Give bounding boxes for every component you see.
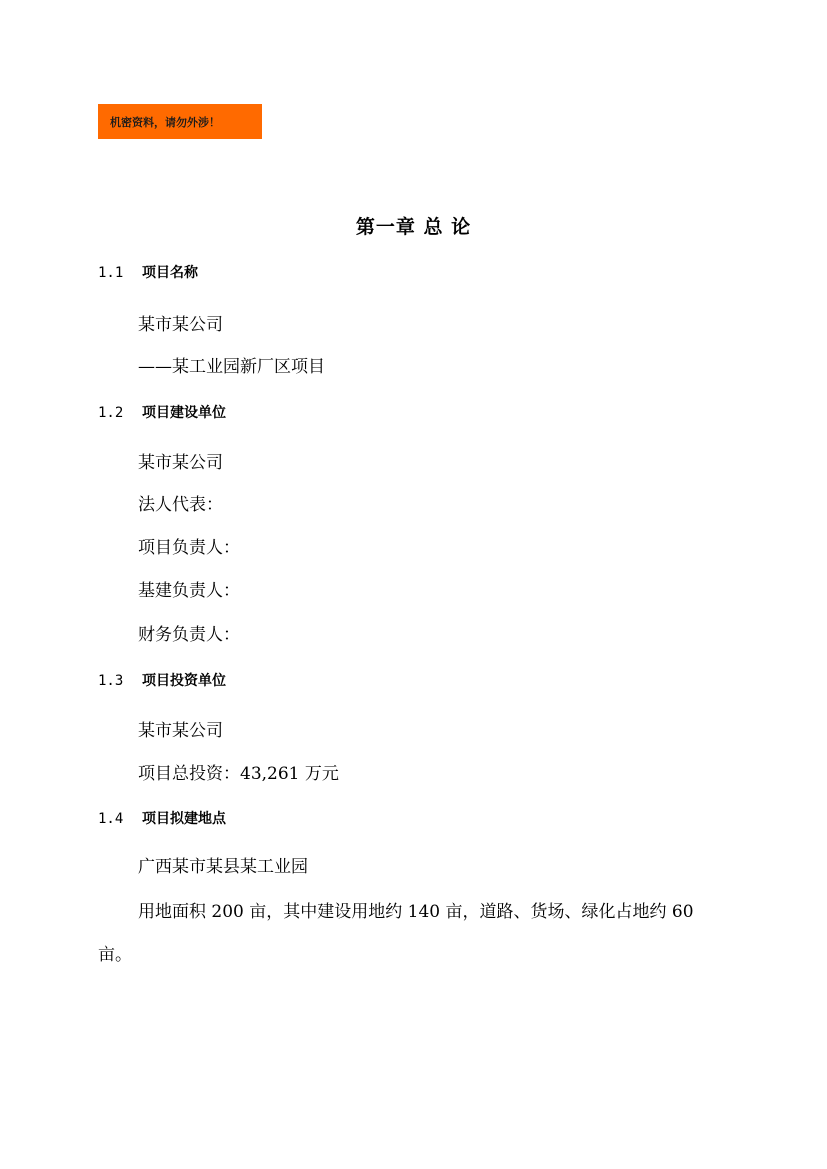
section-title: 项目建设单位 <box>142 405 226 421</box>
section-number: 1.1 <box>98 265 124 281</box>
section-title: 项目投资单位 <box>142 673 226 689</box>
body-line: 某市某公司 <box>138 721 223 741</box>
body-line: 财务负责人： <box>138 625 240 645</box>
chapter-title: 第一章 总 论 <box>355 216 472 238</box>
section-number: 1.3 <box>98 673 124 689</box>
body-line: 某市某公司 <box>138 315 223 335</box>
section-heading-1-3 <box>98 670 226 690</box>
body-line: 某市某公司 <box>138 453 223 473</box>
body-line-continuation: 亩。 <box>98 945 132 965</box>
section-title: 项目拟建地点 <box>142 811 226 827</box>
body-line: 项目总投资：43,261 万元 <box>138 764 339 784</box>
confidential-banner-text: 机密资料，请勿外涉！ <box>110 115 220 129</box>
body-line: 基建负责人： <box>138 581 240 601</box>
body-line: 项目负责人： <box>138 538 240 558</box>
body-line: 法人代表： <box>138 495 223 515</box>
body-line: ——某工业园新厂区项目 <box>138 357 325 377</box>
section-title: 项目名称 <box>142 265 198 281</box>
body-line: 用地面积 200 亩，其中建设用地约 140 亩，道路、货场、绿化占地约 60 <box>138 902 694 922</box>
section-heading-1-1 <box>98 262 198 282</box>
section-heading-1-4 <box>98 808 226 828</box>
confidential-banner <box>98 104 262 139</box>
section-heading-1-2 <box>98 402 226 422</box>
section-number: 1.2 <box>98 405 124 421</box>
section-number: 1.4 <box>98 811 124 827</box>
body-line: 广西某市某县某工业园 <box>138 857 308 877</box>
